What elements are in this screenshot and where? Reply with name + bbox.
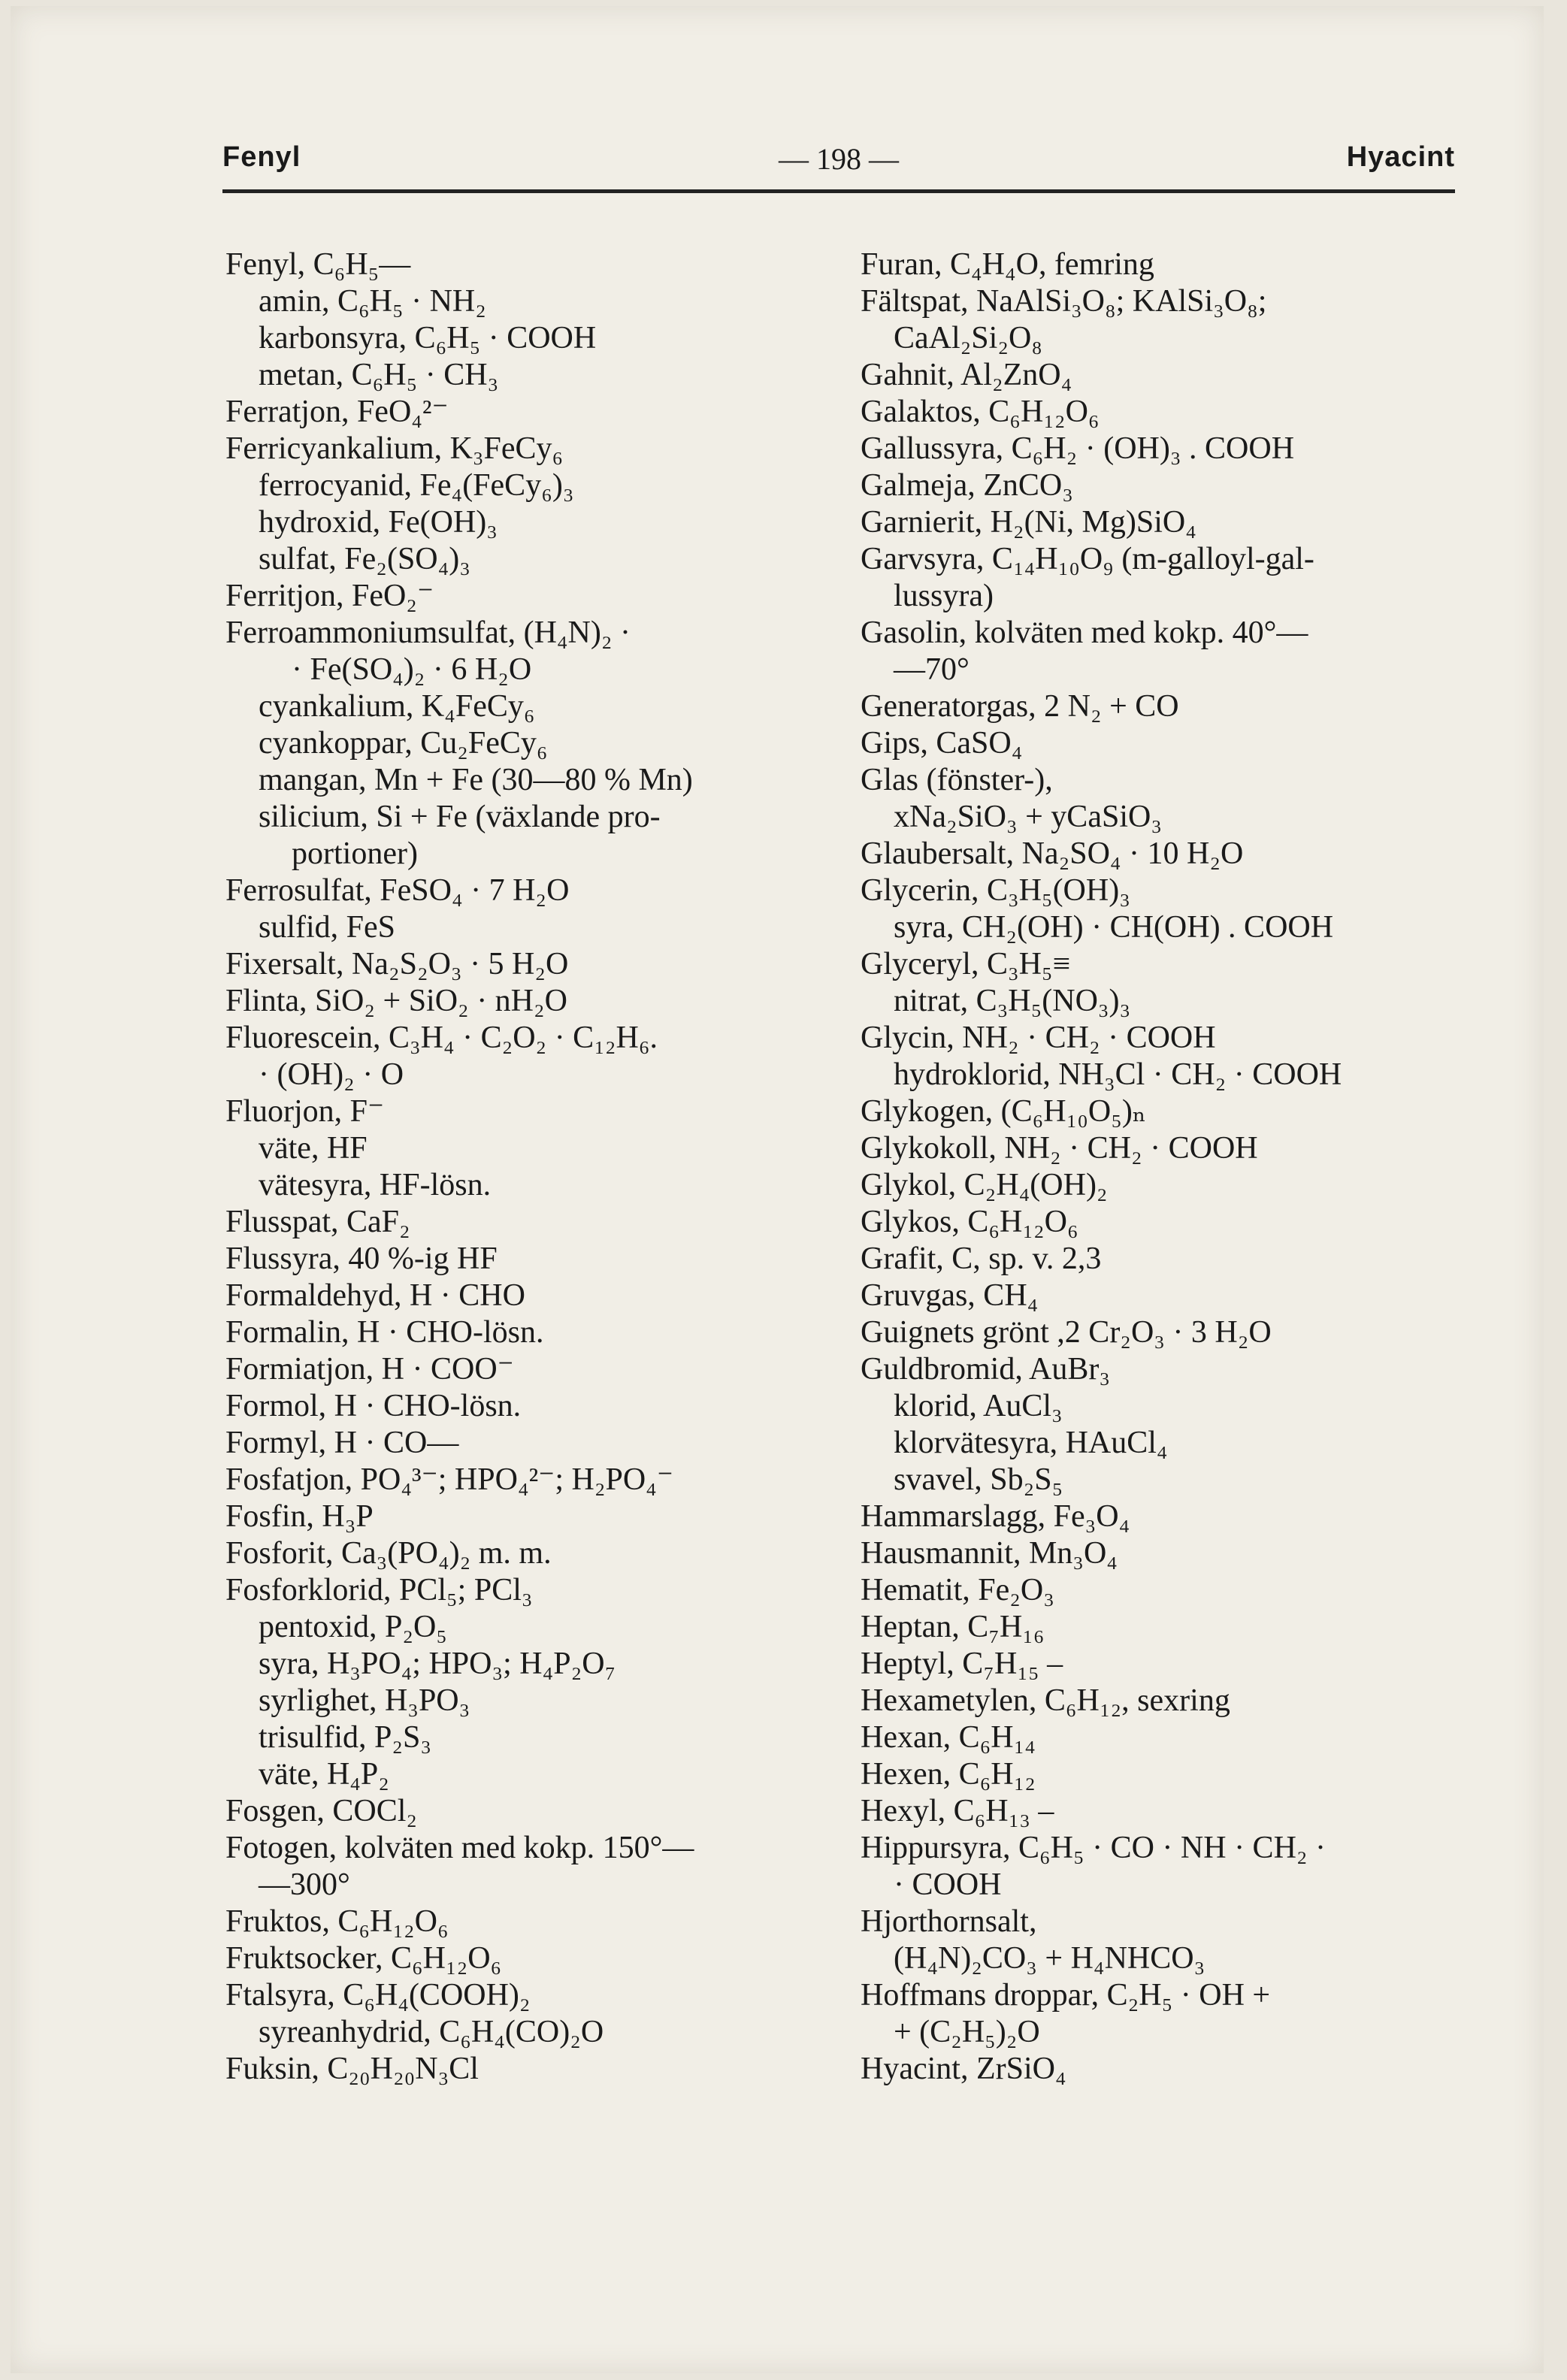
index-entry: Glykokoll, NH₂ · CH₂ · COOH <box>861 1131 1258 1166</box>
index-subentry: · (OH)₂ · O <box>259 1057 404 1092</box>
index-entry: Formaldehyd, H · CHO <box>225 1278 525 1313</box>
index-subentry: ferrocyanid, Fe₄(FeCy₆)₃ <box>259 468 574 503</box>
index-entry: Ferroammoniumsulfat, (H₄N)₂ · <box>225 615 631 650</box>
index-subentry: CaAl₂Si₂O₈ <box>894 321 1042 355</box>
index-entry: Ferricyankalium, K₃FeCy₆ <box>225 431 564 466</box>
index-entry: Gahnit, Al₂ZnO₄ <box>861 358 1072 392</box>
right-column <box>861 246 1462 2088</box>
index-entry: Hexen, C₆H₁₂ <box>861 1757 1036 1792</box>
page-number: — 198 — <box>779 142 899 176</box>
index-entry: Formalin, H · CHO-lösn. <box>225 1315 544 1350</box>
index-subentry: silicium, Si + Fe (växlande pro- <box>259 800 661 834</box>
index-entry: Ferratjon, FeO₄²⁻ <box>225 395 449 429</box>
index-entry: Glycerin, C₃H₅(OH)₃ <box>861 873 1130 908</box>
index-entry: Gruvgas, CH₄ <box>861 1278 1039 1313</box>
index-entry: Fluorescein, C₃H₄ · C₂O₂ · C₁₂H₆. <box>225 1021 658 1055</box>
index-entry: Fosfin, H₃P <box>225 1499 374 1534</box>
index-subentry: xNa₂SiO₃ + yCaSiO₃ <box>894 800 1162 834</box>
index-subentry: —300° <box>259 1867 350 1902</box>
index-subentry: karbonsyra, C₆H₅ · COOH <box>259 321 597 355</box>
header-rule <box>222 189 1455 193</box>
index-entry: Heptan, C₇H₁₆ <box>861 1610 1045 1644</box>
index-subentry: portioner) <box>292 836 418 871</box>
index-subentry: syra, CH₂(OH) · CH(OH) . COOH <box>894 910 1334 945</box>
index-subentry: lussyra) <box>894 579 994 613</box>
index-entry: Gips, CaSO₄ <box>861 726 1023 761</box>
index-entry: Hematit, Fe₂O₃ <box>861 1573 1054 1607</box>
index-entry: Flusspat, CaF₂ <box>225 1205 410 1239</box>
index-entry: Fosforit, Ca₃(PO₄)₂ m. m. <box>225 1536 552 1571</box>
index-entry: Garnierit, H₂(Ni, Mg)SiO₄ <box>861 505 1196 540</box>
running-head-left: Fenyl <box>222 141 301 173</box>
index-subentry: cyankalium, K₄FeCy₆ <box>259 689 535 724</box>
index-subentry: cyankoppar, Cu₂FeCy₆ <box>259 726 548 761</box>
index-entry: Fuksin, C₂₀H₂₀N₃Cl <box>225 2052 479 2086</box>
index-entry: Fluorjon, F⁻ <box>225 1094 385 1129</box>
index-subentry: syra, H₃PO₄; HPO₃; H₄P₂O₇ <box>259 1647 616 1681</box>
index-subentry: väte, H₄P₂ <box>259 1757 389 1792</box>
index-entry: Gasolin, kolväten med kokp. 40°— <box>861 615 1308 650</box>
index-entry: Hippursyra, C₆H₅ · CO · NH · CH₂ · <box>861 1831 1327 1865</box>
page-header <box>222 141 1455 186</box>
index-entry: Flussyra, 40 %-ig HF <box>225 1241 498 1276</box>
index-entry: Formiatjon, H · COO⁻ <box>225 1352 514 1387</box>
index-entry: Flinta, SiO₂ + SiO₂ · nH₂O <box>225 984 567 1018</box>
index-entry: Glaubersalt, Na₂SO₄ · 10 H₂O <box>861 836 1244 871</box>
index-entry: Glyceryl, C₃H₅≡ <box>861 947 1071 981</box>
index-subentry: metan, C₆H₅ · CH₃ <box>259 358 499 392</box>
left-column <box>225 246 819 2088</box>
index-entry: Garvsyra, C₁₄H₁₀O₉ (m-galloyl-gal- <box>861 542 1314 576</box>
index-entry: Hexan, C₆H₁₄ <box>861 1720 1036 1755</box>
index-entry: Fruktsocker, C₆H₁₂O₆ <box>225 1941 502 1976</box>
index-entry: Formyl, H · CO— <box>225 1426 459 1460</box>
index-entry: Hjorthornsalt, <box>861 1904 1037 1939</box>
index-subentry: amin, C₆H₅ · NH₂ <box>259 284 486 319</box>
index-entry: Grafit, C, sp. v. 2,3 <box>861 1241 1102 1276</box>
index-entry: Fenyl, C₆H₅— <box>225 247 411 282</box>
index-subentry: trisulfid, P₂S₃ <box>259 1720 431 1755</box>
index-entry: Glykol, C₂H₄(OH)₂ <box>861 1168 1108 1202</box>
index-entry: Generatorgas, 2 N₂ + CO <box>861 689 1179 724</box>
index-subentry: —70° <box>894 652 970 687</box>
index-entry: Fosgen, COCl₂ <box>225 1794 418 1828</box>
index-entry: Hoffmans droppar, C₂H₅ · OH + <box>861 1978 1271 2013</box>
index-subentry: + (C₂H₅)₂O <box>894 2015 1040 2049</box>
index-subentry: syreanhydrid, C₆H₄(CO)₂O <box>259 2015 604 2049</box>
index-entry: Glas (fönster-), <box>861 763 1053 797</box>
index-entry: Guldbromid, AuBr₃ <box>861 1352 1110 1387</box>
index-entry: Glycin, NH₂ · CH₂ · COOH <box>861 1021 1216 1055</box>
index-entry: Fotogen, kolväten med kokp. 150°— <box>225 1831 694 1865</box>
index-subentry: sulfat, Fe₂(SO₄)₃ <box>259 542 470 576</box>
index-subentry: vätesyra, HF-lösn. <box>259 1168 492 1202</box>
index-entry: Fruktos, C₆H₁₂O₆ <box>225 1904 449 1939</box>
index-entry: Ferritjon, FeO₂⁻ <box>225 579 434 613</box>
index-entry: Hyacint, ZrSiO₄ <box>861 2052 1066 2086</box>
index-entry: Guignets grönt ,2 Cr₂O₃ · 3 H₂O <box>861 1315 1272 1350</box>
index-subentry: hydroxid, Fe(OH)₃ <box>259 505 498 540</box>
index-subentry: sulfid, FeS <box>259 910 396 945</box>
index-entry: Fixersalt, Na₂S₂O₃ · 5 H₂O <box>225 947 569 981</box>
index-entry: Fosfatjon, PO₄³⁻; HPO₄²⁻; H₂PO₄⁻ <box>225 1462 673 1497</box>
index-subentry: klorvätesyra, HAuCl₄ <box>894 1426 1168 1460</box>
index-subentry: mangan, Mn + Fe (30—80 % Mn) <box>259 763 693 797</box>
index-subentry: klorid, AuCl₃ <box>894 1389 1063 1423</box>
index-entry: Fältspat, NaAlSi₃O₈; KAlSi₃O₈; <box>861 284 1267 319</box>
index-subentry: hydroklorid, NH₃Cl · CH₂ · COOH <box>894 1057 1342 1092</box>
index-subentry: väte, HF <box>259 1131 368 1166</box>
index-entry: Glykos, C₆H₁₂O₆ <box>861 1205 1078 1239</box>
index-subentry: · COOH <box>894 1867 1002 1902</box>
index-entry: Formol, H · CHO-lösn. <box>225 1389 522 1423</box>
index-entry: Hausmannit, Mn₃O₄ <box>861 1536 1118 1571</box>
index-entry: Fosforklorid, PCl₅; PCl₃ <box>225 1573 533 1607</box>
index-entry: Heptyl, C₇H₁₅ – <box>861 1647 1063 1681</box>
index-entry: Ftalsyra, C₆H₄(COOH)₂ <box>225 1978 531 2013</box>
index-entry: Ferrosulfat, FeSO₄ · 7 H₂O <box>225 873 570 908</box>
index-entry: Galmeja, ZnCO₃ <box>861 468 1073 503</box>
index-subentry: · Fe(SO₄)₂ · 6 H₂O <box>292 652 532 687</box>
index-subentry: nitrat, C₃H₅(NO₃)₃ <box>894 984 1131 1018</box>
index-entry: Hammarslagg, Fe₃O₄ <box>861 1499 1130 1534</box>
index-subentry: (H₄N)₂CO₃ + H₄NHCO₃ <box>894 1941 1206 1976</box>
running-head-right: Hyacint <box>1346 141 1455 173</box>
index-entry: Hexyl, C₆H₁₃ – <box>861 1794 1054 1828</box>
index-entry: Gallussyra, C₆H₂ · (OH)₃ . COOH <box>861 431 1295 466</box>
index-entry: Hexametylen, C₆H₁₂, sexring <box>861 1683 1230 1718</box>
index-subentry: syrlighet, H₃PO₃ <box>259 1683 470 1718</box>
index-subentry: svavel, Sb₂S₅ <box>894 1462 1063 1497</box>
index-subentry: pentoxid, P₂O₅ <box>259 1610 447 1644</box>
index-entry: Glykogen, (C₆H₁₀O₅)ₙ <box>861 1094 1147 1129</box>
index-entry: Furan, C₄H₄O, femring <box>861 247 1154 282</box>
index-entry: Galaktos, C₆H₁₂O₆ <box>861 395 1100 429</box>
